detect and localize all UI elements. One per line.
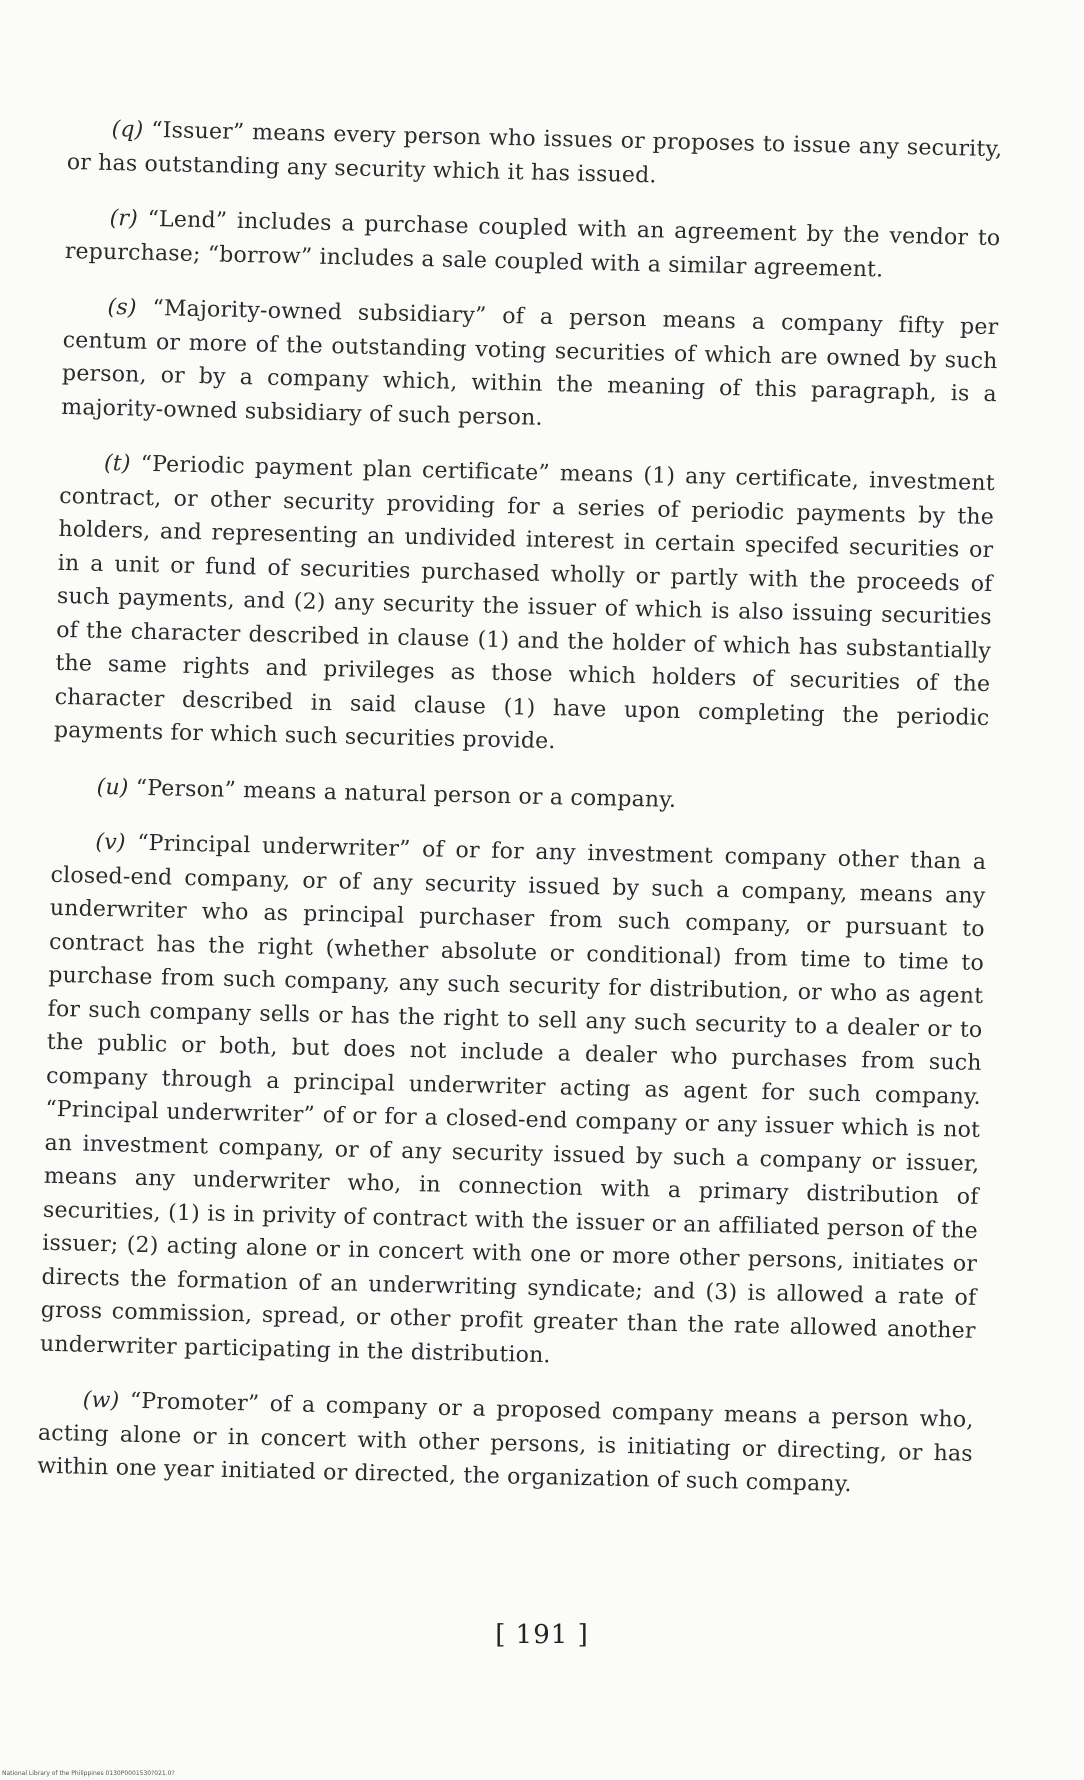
scan-footer-note: National Library of the Philippines 0130P0001530?021.0? [2, 1770, 175, 1777]
page-number: [ 191 ] [495, 1620, 589, 1650]
clause-label: (t) [103, 450, 131, 477]
definition-r [64, 201, 1000, 289]
clause-label: (v) [95, 829, 126, 856]
clause-text: “Person” means a natural person or a company. [135, 775, 677, 813]
clause-text: “Majority-owned subsidiary” of a person means a company fifty per centum or more of the outstanding voting securities of which are owned by such person, or by a company which, within the meaning of this paragraph, is a majority-owned subsidiary of such person. [61, 295, 999, 431]
definition-v [40, 825, 987, 1382]
clause-text: “Promoter” of a company or a proposed company means a person who, acting alone or in concert with other persons, is initiating or directing, or has within one year initiated or directed, the organization of such company. [36, 1388, 974, 1498]
clause-label: (u) [96, 774, 129, 801]
clause-label: (r) [109, 205, 139, 232]
clause-text: “Principal underwriter” of or for any investment company other than a closed-end company, or of any security issued by such a company, means any underwriter who as principal purchaser from such company, or pursuant to contract has the right (whether absolute or conditional) from time to time to purchase from such company, any such security for distribution, or who as agent for such company sells or has the right to sell any such security to a dealer or to the public or both, but does not include a dealer who purchases from such company through a principal underwriter acting as agent for such company. “Principal underwriter” of or for a closed-end company or any issuer which is not an investment company, or of any security issued by such a company or issuer, means any underwriter who, in connection with a primary distribution of securities, (1) is in privity of contract with the issuer or an affiliated person of the issuer; (2) acting alone or in concert with one or more other persons, initiates or directs the formation of an underwriting syndicate; and (3) is allowed a rate of gross commission, spread, or other profit greater than the rate allowed another underwriter participating in the distribution. [39, 830, 987, 1368]
clause-text: “Lend” includes a purchase coupled with an agreement by the vendor to repurchase; “borrow” includes a sale coupled with a similar agreement. [64, 206, 1001, 283]
definition-s [61, 290, 999, 445]
definition-w [37, 1383, 974, 1505]
clause-text: “Issuer” means every person who issues or proposes to issue any security, or has outstanding any security which it has issued. [66, 117, 1003, 188]
definition-u [52, 769, 988, 824]
definition-t [54, 446, 996, 769]
document-body [36, 112, 1002, 1526]
clause-label: (q) [111, 116, 144, 143]
clause-label: (w) [82, 1387, 120, 1414]
clause-text: “Periodic payment plan certificate” means (1) any certificate, investment contract, or other security providing for a series of periodic payments by the holders, and representing an undivided interest in certain specifed securities or in a unit or fund of securities purchased wholly or partly with the proceeds of such payments, and (2) any security the issuer of which is also issuing securities of the character described in clause (1) and the holder of which has substantially the same rights and privileges as those which holders of securities of the character described in said clause (1) have upon completing the periodic payments for which such securities provide. [53, 451, 996, 755]
definition-q [66, 112, 1002, 200]
clause-label: (s) [107, 294, 137, 321]
